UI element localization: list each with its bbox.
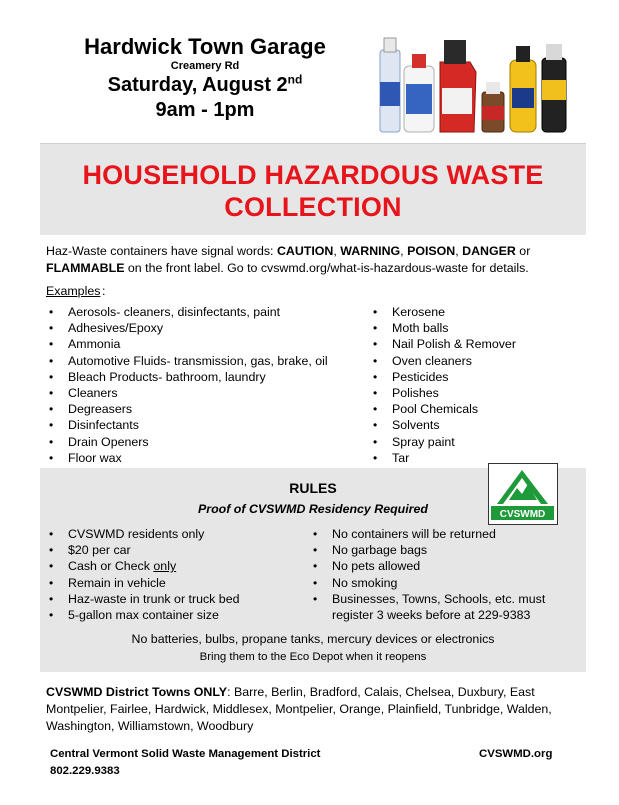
event-location-title: Hardwick Town Garage [84,34,326,59]
list-item: • Spray paint [370,434,570,450]
recycle-mountain-icon [489,464,556,523]
website-link[interactable]: CVSWMD.org [479,748,553,760]
list-item: • Remain in vehicle [46,575,316,591]
list-item: • Oven cleaners [370,353,570,369]
list-item: • Adhesives/Epoxy [46,320,366,336]
list-item: • Floor wax [46,450,366,466]
list-item: • Automotive Fluids- transmission, gas, brake, oil [46,353,366,369]
cvswmd-logo [488,463,558,525]
list-item: • Degreasers [46,401,366,417]
list-item: • CVSWMD residents only [46,526,316,542]
list-item: • Polishes [370,385,570,401]
banner-heading [40,159,586,223]
list-item: • Cleaners [46,385,366,401]
district-towns [46,684,582,735]
banner-line-1: HOUSEHOLD HAZARDOUS WASTE [82,160,544,190]
list-item: • Solvents [370,417,570,433]
event-info [40,30,370,123]
examples-heading: Examples [46,284,101,298]
event-street: Creamery Rd [170,60,240,72]
signal-word: FLAMMABLE [46,261,125,275]
event-time: 9am - 1pm [155,99,255,121]
list-item: • Ammonia [46,336,366,352]
title-banner [40,143,586,235]
list-item: • No garbage bags [310,542,580,558]
list-item: • Disinfectants [46,417,366,433]
logo-text: CVSWMD [499,509,546,520]
list-item: • $20 per car [46,542,316,558]
signal-word: POISON [407,244,456,258]
org-name: Central Vermont Solid Waste Management District [50,748,321,760]
list-item: • Tar [370,450,570,466]
phone-number: 802.229.9383 [50,765,120,777]
list-item: • Aerosols- cleaners, disinfectants, paint [46,304,366,320]
towns-label: CVSWMD District Towns ONLY [46,685,228,699]
signal-word: CAUTION [276,244,334,258]
examples-list-right [370,304,570,466]
rules-heading: RULES [289,480,337,496]
list-item: • No pets allowed [310,558,580,574]
list-item: • Businesses, Towns, Schools, etc. must register 3 weeks before at 229-9383 [310,591,580,623]
list-item: • 5-gallon max container size [46,607,316,623]
list-item: • Kerosene [370,304,570,320]
list-item: • Pool Chemicals [370,401,570,417]
list-item: • Pesticides [370,369,570,385]
list-item: • Moth balls [370,320,570,336]
event-date: Saturday, August 2nd [107,72,303,96]
list-item: • No containers will be returned [310,526,580,542]
rules-panel [40,468,586,672]
banner-line-2: COLLECTION [224,192,402,222]
list-item: • Nail Polish & Remover [370,336,570,352]
list-item: • Bleach Products- bathroom, laundry [46,369,366,385]
header [40,30,580,140]
list-item: • Cash or Check only [46,558,316,574]
footer-contact [50,746,320,780]
towns-list: : Barre, Berlin, Bradford, Calais, Chelsea, Duxbury, East Montpelier, Fairlee, Hardwick, Middlesex, Montpelier, Orange, Plainfield, Tunbridge, Walden, Washington, Williamstown, Woodbury [46,685,552,733]
rules-subheading: Proof of CVSWMD Residency Required [198,502,428,516]
list-item: • Drain Openers [46,434,366,450]
intro-paragraph: Haz-Waste containers have signal words: CAUTION, WARNING, POISON, DANGER or FLAMMABLE on the front label. Go to cvswmd.org/what-is-hazardous-waste for details. [46,244,531,275]
not-accepted-note: No batteries, bulbs, propane tanks, mercury devices or electronics [131,632,495,646]
household-products-image [378,32,578,136]
rules-list-right [310,526,580,623]
list-item: • Haz-waste in trunk or truck bed [46,591,316,607]
signal-word: DANGER [462,244,516,258]
examples-colon: : [102,284,106,298]
only-emphasis: only [153,559,177,574]
eco-depot-note: Bring them to the Eco Depot when it reopens [199,651,427,663]
date-suffix: nd [287,72,303,87]
signal-word: WARNING [340,244,401,258]
examples-list-left [46,304,366,466]
list-item: • No smoking [310,575,580,591]
rules-list-left [46,526,316,623]
